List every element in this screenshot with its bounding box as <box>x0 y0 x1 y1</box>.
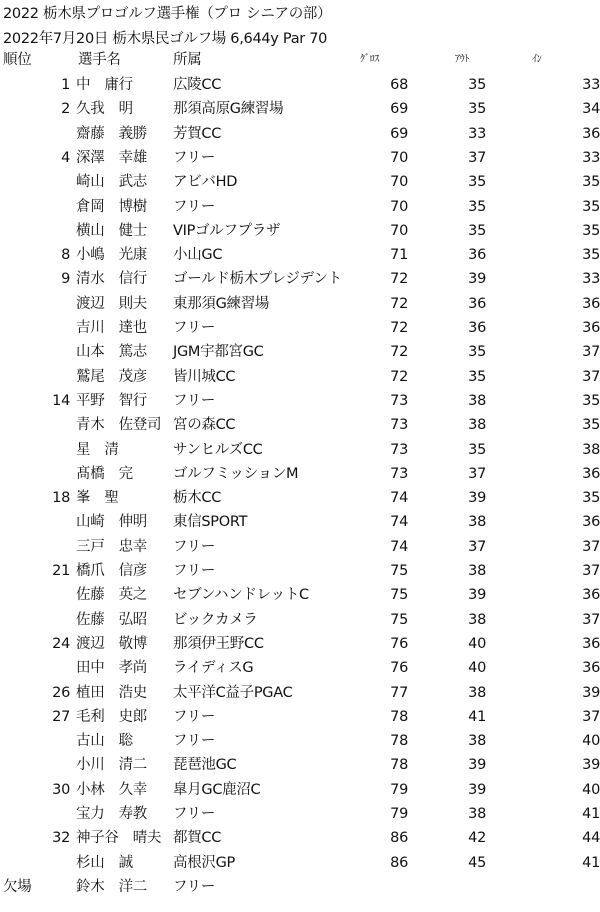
table-row <box>0 97 600 121</box>
page-title: 2022 栃木県プロゴルフ選手権（プロ シニアの部） <box>3 6 332 22</box>
player-rank: 27 <box>52 708 70 725</box>
in-score: 35 <box>582 392 600 409</box>
in-score: 36 <box>582 635 600 652</box>
col-club: 所属 <box>173 52 202 68</box>
col-out: ｱｳﾄ <box>455 54 470 65</box>
out-score: 42 <box>468 830 486 847</box>
gross-score: 76 <box>390 660 408 677</box>
gross-score: 86 <box>390 854 408 871</box>
player-club: ライディスG <box>173 660 254 677</box>
player-rank: 14 <box>52 392 70 409</box>
gross-score: 73 <box>390 392 408 409</box>
out-score: 35 <box>468 77 486 93</box>
player-club: アビバHD <box>173 174 238 191</box>
player-club: VIPゴルフプラザ <box>173 222 281 239</box>
in-score: 37 <box>582 708 600 725</box>
in-score: 38 <box>582 441 600 458</box>
in-score: 37 <box>582 538 600 555</box>
player-name: 星 清 <box>76 441 119 458</box>
player-name: 山崎 伸明 <box>76 514 147 531</box>
gross-score: 73 <box>390 465 408 482</box>
table-row <box>0 170 600 194</box>
gross-score: 71 <box>390 247 408 264</box>
in-score: 36 <box>582 660 600 677</box>
gross-score: 74 <box>390 490 408 507</box>
table-header <box>0 48 600 72</box>
out-score: 35 <box>468 198 486 215</box>
table-row <box>0 559 600 583</box>
player-name: 宝力 寿教 <box>76 806 147 822</box>
player-club: 皆川城CC <box>173 368 236 385</box>
table-row <box>0 681 600 705</box>
player-club: 皐月GC鹿沼C <box>173 781 261 798</box>
col-gross: ｸﾞﾛｽ <box>360 54 380 65</box>
table-row <box>0 753 600 777</box>
table-row <box>0 292 600 316</box>
player-name: 小嶋 光康 <box>76 247 147 264</box>
player-rank: 2 <box>61 101 70 118</box>
player-name: 鷲尾 茂彦 <box>76 368 147 385</box>
in-score: 39 <box>582 684 600 701</box>
table-row <box>0 802 600 826</box>
out-score: 38 <box>468 806 486 822</box>
gross-score: 79 <box>390 806 408 822</box>
player-club: JGM宇都宮GC <box>173 344 264 361</box>
player-club: 琵琶池GC <box>173 757 237 774</box>
player-name: 吉川 達也 <box>76 320 147 336</box>
gross-score: 76 <box>390 635 408 652</box>
in-score: 35 <box>582 222 600 239</box>
out-score: 35 <box>468 368 486 385</box>
absent-label: 欠場 <box>3 878 32 895</box>
table-row <box>0 195 600 219</box>
gross-score: 75 <box>390 563 408 579</box>
player-club: 那須高原G練習場 <box>173 101 284 118</box>
out-score: 39 <box>468 587 486 604</box>
player-name: 齋藤 義勝 <box>76 125 147 142</box>
out-score: 38 <box>468 733 486 750</box>
in-score: 33 <box>582 271 600 288</box>
player-club: 広陵CC <box>173 77 222 93</box>
player-name: 杉山 誠 <box>76 854 133 871</box>
player-club: 高根沢GP <box>173 854 235 871</box>
gross-score: 68 <box>390 77 408 93</box>
player-name: 植田 浩史 <box>76 684 147 701</box>
in-score: 39 <box>582 757 600 774</box>
in-score: 33 <box>582 77 600 93</box>
player-name: 小林 久幸 <box>76 781 147 798</box>
player-club: 小山GC <box>173 247 223 264</box>
in-score: 36 <box>582 320 600 336</box>
player-club: 栃木CC <box>173 490 222 507</box>
in-score: 36 <box>582 125 600 142</box>
in-score: 37 <box>582 344 600 361</box>
table-row <box>0 729 600 753</box>
table-row <box>0 583 600 607</box>
gross-score: 74 <box>390 514 408 531</box>
out-score: 35 <box>468 344 486 361</box>
table-row <box>0 340 600 364</box>
out-score: 38 <box>468 611 486 628</box>
gross-score: 77 <box>390 684 408 701</box>
player-club: フリー <box>173 733 216 750</box>
player-name: 毛利 史郎 <box>76 708 147 725</box>
player-club: フリー <box>173 708 216 725</box>
in-score: 44 <box>582 830 600 847</box>
player-name: 佐藤 英之 <box>76 587 147 604</box>
player-club: サンヒルズCC <box>173 441 263 458</box>
table-row <box>0 826 600 850</box>
player-name: 久我 明 <box>76 101 133 118</box>
col-rank: 順位 <box>3 52 32 68</box>
in-score: 40 <box>582 781 600 798</box>
out-score: 39 <box>468 757 486 774</box>
player-club: 那須伊王野CC <box>173 635 264 652</box>
in-score: 35 <box>582 417 600 434</box>
in-score: 37 <box>582 563 600 579</box>
out-score: 36 <box>468 320 486 336</box>
player-name: 横山 健士 <box>76 222 147 239</box>
player-name: 佐藤 弘昭 <box>76 611 147 628</box>
player-club: フリー <box>173 806 216 822</box>
gross-score: 79 <box>390 781 408 798</box>
out-score: 35 <box>468 174 486 191</box>
table-row <box>0 656 600 680</box>
table-row <box>0 122 600 146</box>
gross-score: 70 <box>390 174 408 191</box>
table-row <box>0 486 600 510</box>
gross-score: 75 <box>390 611 408 628</box>
col-in: ｲﾝ <box>532 54 542 65</box>
player-rank: 18 <box>52 490 70 507</box>
in-score: 34 <box>582 101 600 118</box>
player-name: 髙橋 完 <box>76 465 133 482</box>
out-score: 38 <box>468 684 486 701</box>
player-name: 中 庸行 <box>76 77 133 93</box>
table-row <box>0 243 600 267</box>
player-name: 橋爪 信彦 <box>76 563 147 579</box>
in-score: 37 <box>582 368 600 385</box>
player-rank: 26 <box>52 684 70 701</box>
player-club: フリー <box>173 878 216 895</box>
out-score: 41 <box>468 708 486 725</box>
table-row <box>0 146 600 170</box>
in-score: 35 <box>582 174 600 191</box>
player-club: フリー <box>173 198 216 215</box>
player-name: 鈴木 洋二 <box>76 878 147 895</box>
player-club: 宮の森CC <box>173 417 236 434</box>
player-club: 芳賀CC <box>173 125 222 142</box>
player-name: 三戸 忠幸 <box>76 538 147 555</box>
gross-score: 72 <box>390 295 408 312</box>
player-club: ビックカメラ <box>173 611 258 628</box>
table-row <box>0 705 600 729</box>
col-name: 選手名 <box>78 52 121 68</box>
table-row <box>0 219 600 243</box>
out-score: 35 <box>468 441 486 458</box>
out-score: 38 <box>468 417 486 434</box>
table-row <box>0 778 600 802</box>
player-club: 東那須G練習場 <box>173 295 270 312</box>
player-name: 清水 信行 <box>76 271 147 288</box>
gross-score: 72 <box>390 368 408 385</box>
in-score: 35 <box>582 247 600 264</box>
in-score: 37 <box>582 611 600 628</box>
player-club: 都賀CC <box>173 830 222 847</box>
player-club: 東信SPORT <box>173 514 248 531</box>
table-row <box>0 438 600 462</box>
player-name: 山本 篤志 <box>76 344 147 361</box>
player-rank: 30 <box>52 781 70 798</box>
out-score: 40 <box>468 635 486 652</box>
out-score: 38 <box>468 392 486 409</box>
player-club: ゴルフミッションM <box>173 465 299 482</box>
player-rank: 8 <box>61 247 70 264</box>
absent-row <box>0 875 600 899</box>
player-rank: 4 <box>61 149 70 166</box>
gross-score: 75 <box>390 587 408 604</box>
player-club: ゴールド栃木プレジデント <box>173 271 342 288</box>
player-rank: 9 <box>61 271 70 288</box>
out-score: 45 <box>468 854 486 871</box>
player-name: 青木 佐登司 <box>76 417 162 434</box>
out-score: 37 <box>468 149 486 166</box>
gross-score: 70 <box>390 222 408 239</box>
in-score: 35 <box>582 490 600 507</box>
in-score: 36 <box>582 587 600 604</box>
gross-score: 78 <box>390 757 408 774</box>
gross-score: 72 <box>390 320 408 336</box>
player-name: 古山 聡 <box>76 733 133 750</box>
out-score: 39 <box>468 271 486 288</box>
event-info: 2022年7月20日 栃木県民ゴルフ場 6,644y Par 70 <box>3 31 328 47</box>
table-row <box>0 510 600 534</box>
player-name: 渡辺 敬博 <box>76 635 147 652</box>
player-name: 神子谷 晴夫 <box>76 830 162 847</box>
out-score: 36 <box>468 295 486 312</box>
player-club: フリー <box>173 320 216 336</box>
gross-score: 69 <box>390 101 408 118</box>
in-score: 36 <box>582 295 600 312</box>
out-score: 38 <box>468 514 486 531</box>
table-row <box>0 316 600 340</box>
in-score: 36 <box>582 514 600 531</box>
player-club: 太平洋C益子PGAC <box>173 684 293 701</box>
player-name: 小川 清二 <box>76 757 147 774</box>
in-score: 35 <box>582 198 600 215</box>
out-score: 35 <box>468 222 486 239</box>
gross-score: 72 <box>390 271 408 288</box>
gross-score: 69 <box>390 125 408 142</box>
table-row <box>0 73 600 97</box>
in-score: 41 <box>582 806 600 822</box>
table-row <box>0 632 600 656</box>
gross-score: 72 <box>390 344 408 361</box>
player-name: 崎山 武志 <box>76 174 147 191</box>
gross-score: 70 <box>390 149 408 166</box>
gross-score: 74 <box>390 538 408 555</box>
out-score: 36 <box>468 247 486 264</box>
in-score: 33 <box>582 149 600 166</box>
gross-score: 78 <box>390 733 408 750</box>
gross-score: 73 <box>390 441 408 458</box>
in-score: 40 <box>582 733 600 750</box>
player-club: フリー <box>173 563 216 579</box>
player-rank: 21 <box>52 563 70 579</box>
gross-score: 70 <box>390 198 408 215</box>
out-score: 35 <box>468 101 486 118</box>
table-row <box>0 413 600 437</box>
gross-score: 86 <box>390 830 408 847</box>
in-score: 41 <box>582 854 600 871</box>
table-row <box>0 535 600 559</box>
gross-score: 78 <box>390 708 408 725</box>
table-row <box>0 462 600 486</box>
table-row <box>0 267 600 291</box>
out-score: 33 <box>468 125 486 142</box>
table-row <box>0 365 600 389</box>
player-name: 田中 孝尚 <box>76 660 147 677</box>
out-score: 37 <box>468 538 486 555</box>
player-rank: 24 <box>52 635 70 652</box>
player-club: フリー <box>173 538 216 555</box>
player-rank: 32 <box>52 830 70 847</box>
player-club: フリー <box>173 392 216 409</box>
in-score: 36 <box>582 465 600 482</box>
player-name: 倉岡 博樹 <box>76 198 147 215</box>
gross-score: 73 <box>390 417 408 434</box>
out-score: 39 <box>468 781 486 798</box>
out-score: 37 <box>468 465 486 482</box>
table-row <box>0 389 600 413</box>
player-rank: 1 <box>61 77 70 93</box>
player-name: 渡辺 則夫 <box>76 295 147 312</box>
out-score: 38 <box>468 563 486 579</box>
table-row <box>0 851 600 875</box>
table-row <box>0 608 600 632</box>
player-name: 峯 聖 <box>76 490 119 507</box>
out-score: 40 <box>468 660 486 677</box>
player-club: セブンハンドレットC <box>173 587 309 604</box>
player-name: 深澤 幸雄 <box>76 149 147 166</box>
out-score: 39 <box>468 490 486 507</box>
player-club: フリー <box>173 149 216 166</box>
player-name: 平野 智行 <box>76 392 147 409</box>
